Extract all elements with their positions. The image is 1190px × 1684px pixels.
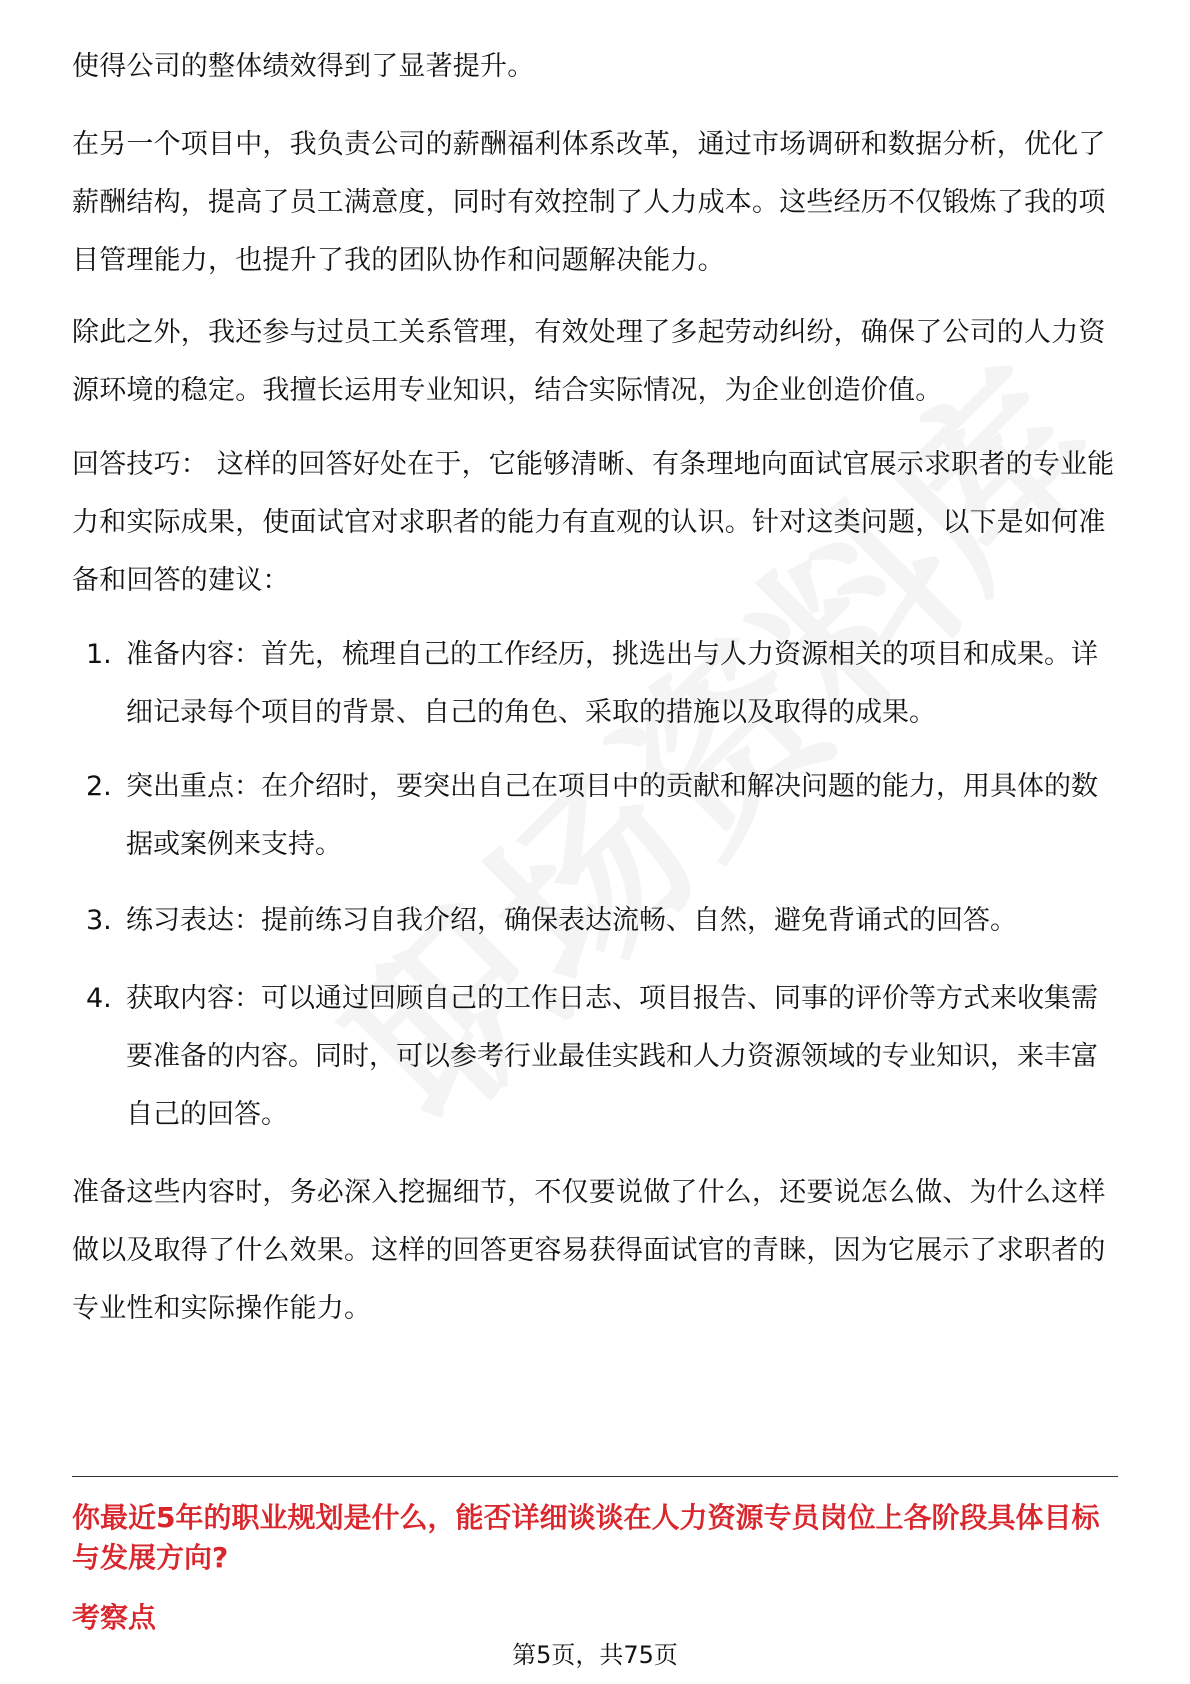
list-item — [86, 892, 1118, 950]
list-item — [86, 626, 1118, 742]
list-number: 2. — [86, 771, 112, 802]
list-text: 准备内容：首先，梳理自己的工作经历，挑选出与人力资源相关的项目和成果。详细记录每个项目的背景、自己的角色、采取的措施以及取得的成果。 — [126, 639, 1098, 728]
list-text: 练习表达：提前练习自我介绍，确保表达流畅、自然，避免背诵式的回答。 — [126, 905, 1017, 936]
interview-question: 你最近5年的职业规划是什么，能否详细谈谈在人力资源专员岗位上各阶段具体目标与发展方向? — [72, 1501, 1100, 1574]
paragraph-2: 在另一个项目中，我负责公司的薪酬福利体系改革，通过市场调研和数据分析，优化了薪酬结构，提高了员工满意度，同时有效控制了人力成本。这些经历不仅锻炼了我的项目管理能力，也提升了我的团队协作和问题解决能力。 — [72, 129, 1106, 276]
section-divider — [72, 1476, 1118, 1477]
list-number: 1. — [86, 639, 112, 670]
paragraph-3: 除此之外，我还参与过员工关系管理，有效处理了多起劳动纠纷，确保了公司的人力资源环境的稳定。我擅长运用专业知识，结合实际情况，为企业创造价值。 — [72, 317, 1106, 406]
paragraph-1: 使得公司的整体绩效得到了显著提升。 — [72, 51, 535, 82]
paragraph-closing: 准备这些内容时，务必深入挖掘细节，不仅要说做了什么，还要说怎么做、为什么这样做以及取得了什么效果。这样的回答更容易获得面试官的青睐，因为它展示了求职者的专业性和实际操作能力。 — [72, 1177, 1106, 1324]
list-item — [86, 970, 1118, 1144]
list-number: 4. — [86, 983, 112, 1014]
list-text: 突出重点：在介绍时，要突出自己在项目中的贡献和解决问题的能力，用具体的数据或案例来支持。 — [126, 771, 1098, 860]
section-subheading: 考察点 — [72, 1601, 157, 1634]
list-text: 获取内容：可以通过回顾自己的工作日志、项目报告、同事的评价等方式来收集需要准备的内容。同时，可以参考行业最佳实践和人力资源领域的专业知识，来丰富自己的回答。 — [126, 983, 1098, 1130]
list-number: 3. — [86, 905, 112, 936]
page-footer: 第5页，共75页 — [512, 1641, 678, 1669]
paragraph-answer-tips: 回答技巧： 这样的回答好处在于，它能够清晰、有条理地向面试官展示求职者的专业能力和实际成果，使面试官对求职者的能力有直观的认识。针对这类问题，以下是如何准备和回答的建议： — [72, 449, 1115, 596]
list-item — [86, 758, 1118, 874]
